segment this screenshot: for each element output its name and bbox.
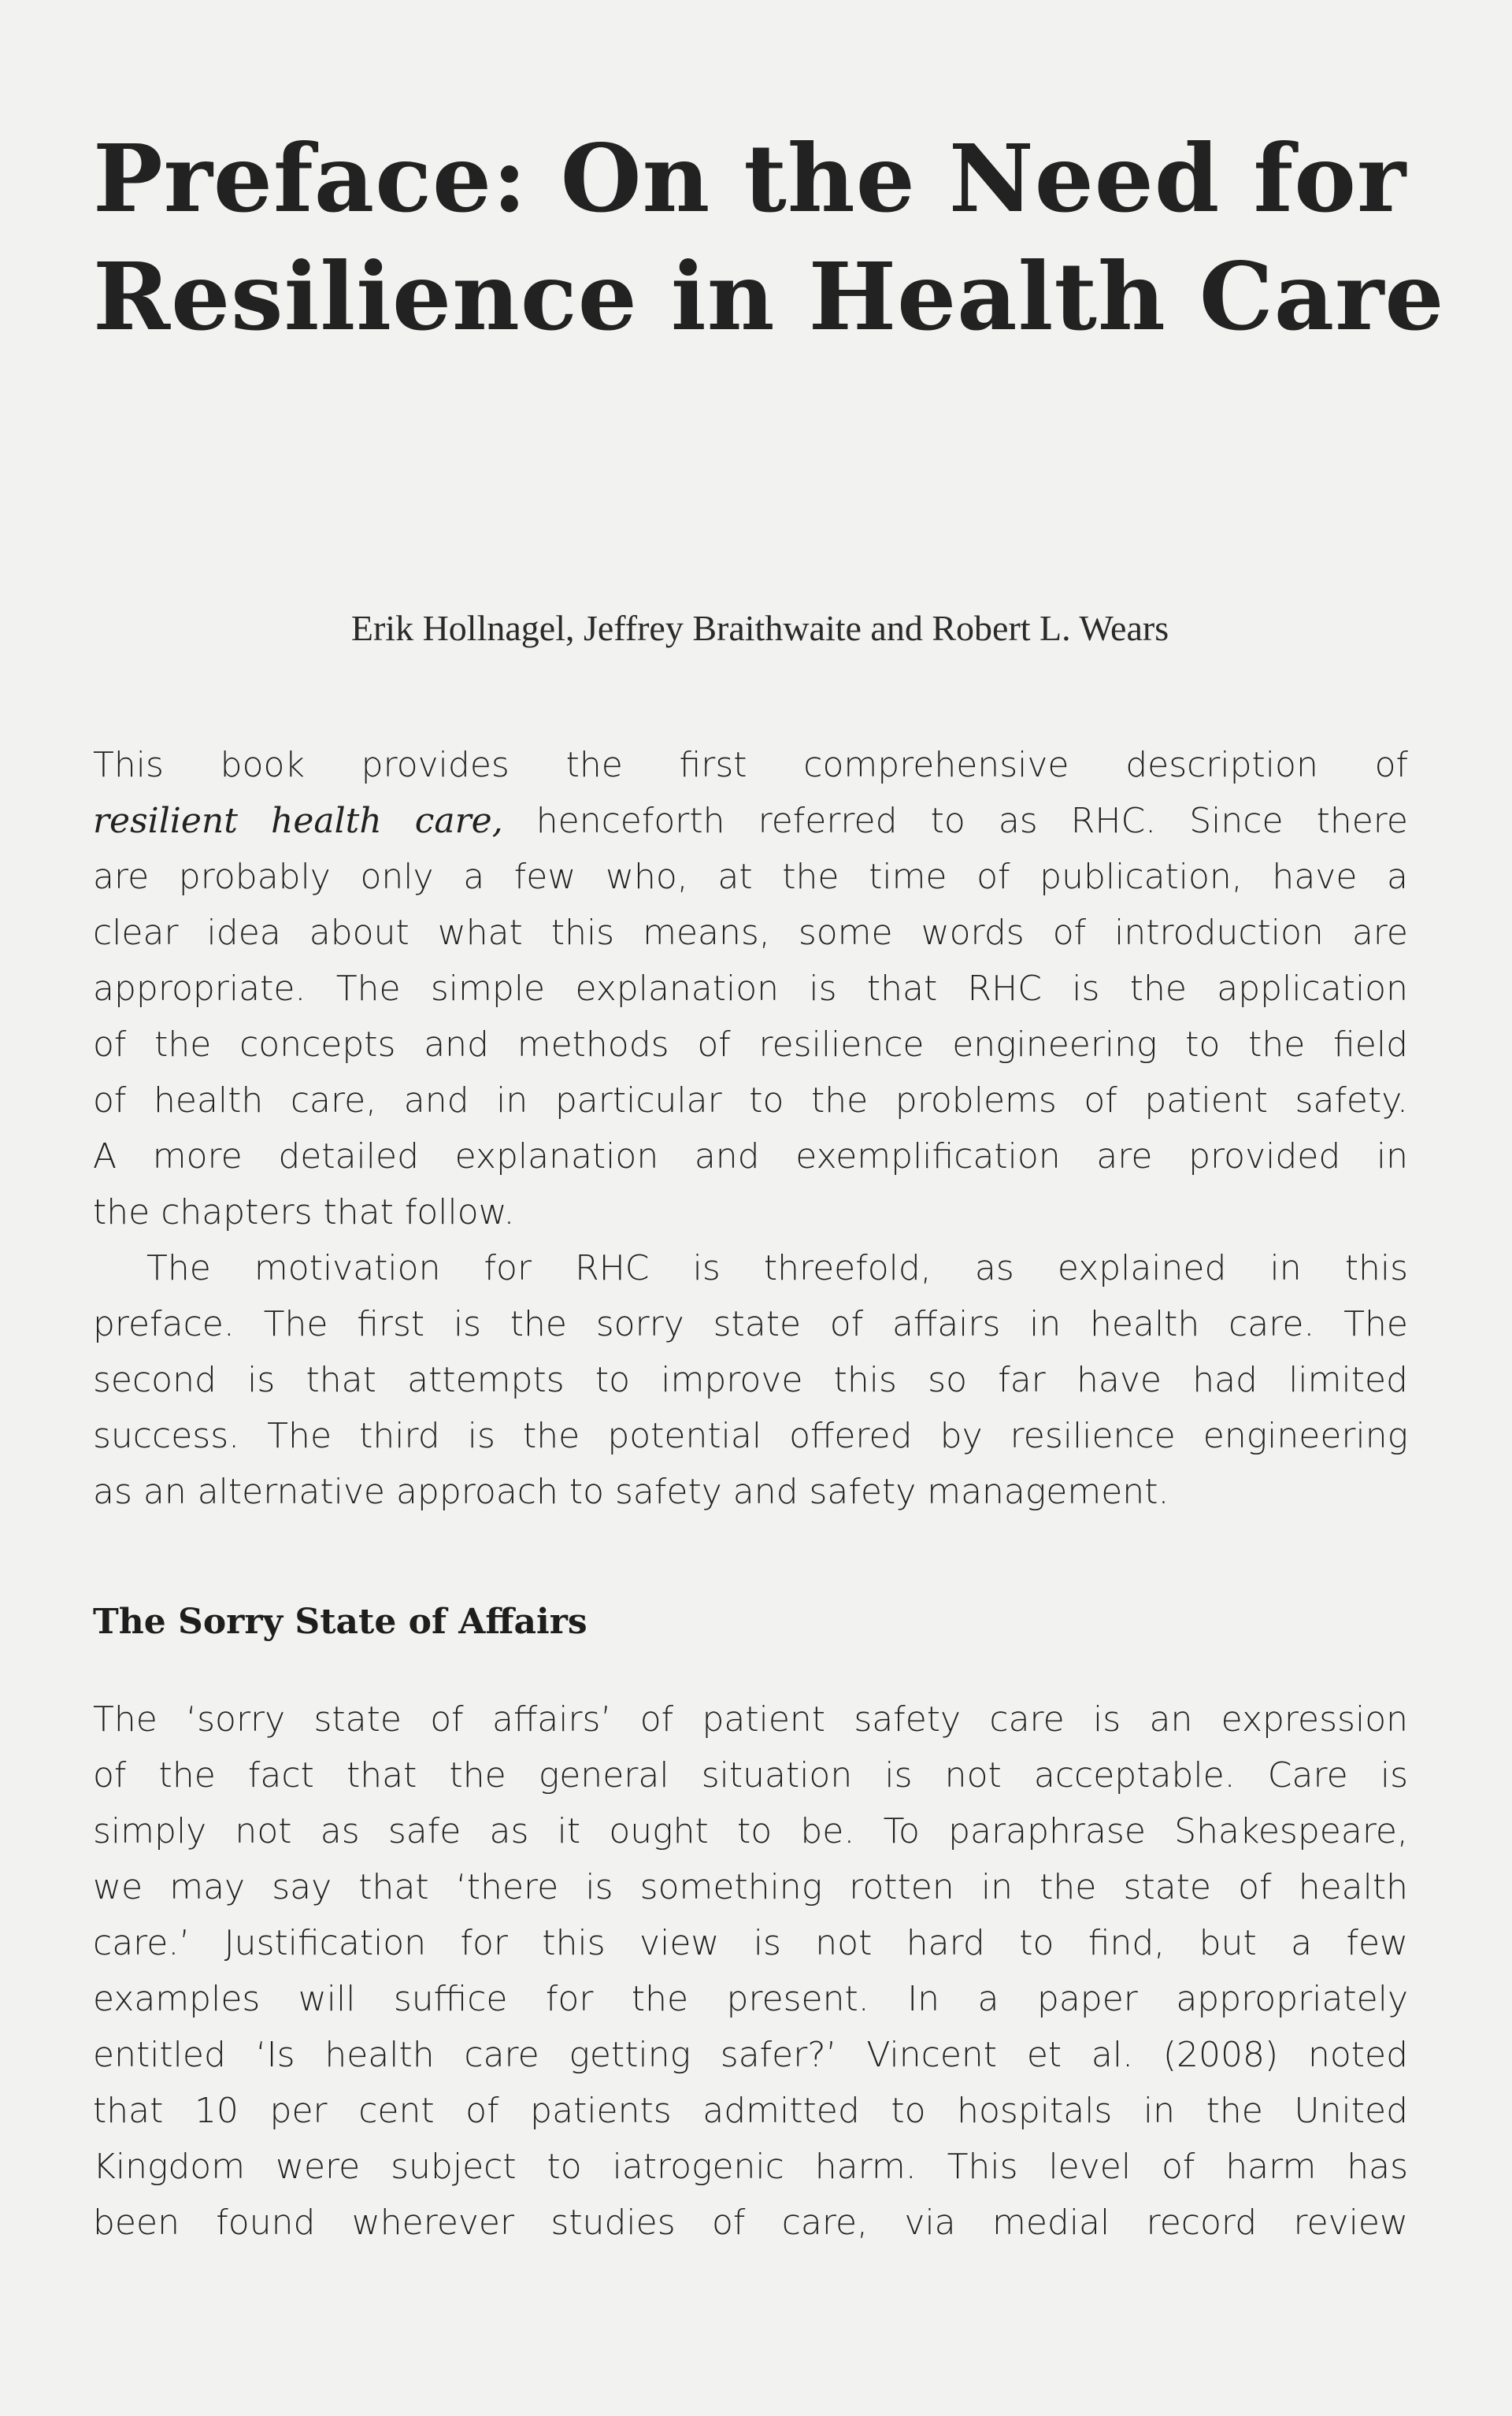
text-line: the chapters that follow. [93, 1192, 515, 1232]
title-line-1: Preface: On the Need for [93, 124, 1407, 233]
text-fragment: henceforth referred to as RHC. Since there [502, 801, 1408, 841]
text-line: we may say that ‘there is something rotten in the state of health [93, 1867, 1408, 1907]
text-line: that 10 per cent of patients admitted to hospitals in the United [93, 2091, 1408, 2131]
text-line: appropriate. The simple explanation is that RHC is the application [93, 969, 1408, 1009]
text-line: examples will suffice for the present. In a paper appropriately [93, 1979, 1408, 2019]
text-line: The motivation for RHC is threefold, as explained in this [146, 1248, 1408, 1288]
text-line: second is that attempts to improve this so far have had limited [93, 1360, 1408, 1400]
text-line: The ‘sorry state of affairs’ of patient safety care is an expression [93, 1699, 1408, 1740]
text-line [93, 793, 1408, 849]
text-line: of health care, and in particular to the problems of patient safety. [93, 1080, 1408, 1121]
text-line: This book provides the first comprehensive description of [93, 745, 1408, 785]
author-byline: Erik Hollnagel, Jeffrey Braithwaite and Robert L. Wears [350, 608, 1169, 648]
section-text [93, 1692, 1408, 2251]
intro-text [93, 737, 1408, 1520]
text-line: Kingdom were subject to iatrogenic harm. This level of harm has [93, 2147, 1408, 2187]
text-line: entitled ‘Is health care getting safer?’ Vincent et al. (2008) noted [93, 2035, 1408, 2075]
text-line: A more detailed explanation and exemplification are provided in [93, 1136, 1408, 1177]
text-line: of the concepts and methods of resilience engineering to the field [93, 1025, 1408, 1065]
title-line-2: Resilience in Health Care [93, 242, 1445, 351]
text-line: care.’ Justification for this view is not hard to find, but a few [93, 1923, 1408, 1963]
text-line: are probably only a few who, at the time of publication, have a [93, 857, 1408, 897]
page-title [93, 120, 1445, 356]
text-line: been found wherever studies of care, via medial record review [93, 2203, 1408, 2243]
text-line: clear idea about what this means, some words of introduction are [93, 913, 1408, 953]
text-line: preface. The first is the sorry state of affairs in health care. The [93, 1304, 1408, 1344]
text-line: simply not as safe as it ought to be. To paraphrase Shakespeare, [93, 1811, 1408, 1851]
text-line: of the fact that the general situation is not acceptable. Care is [93, 1755, 1408, 1795]
italic-term: resilient health care, [93, 801, 503, 841]
section-heading: The Sorry State of Affairs [93, 1602, 587, 1642]
text-line: as an alternative approach to safety and safety management. [93, 1472, 1169, 1512]
text-line: success. The third is the potential offered by resilience engineering [93, 1416, 1408, 1456]
